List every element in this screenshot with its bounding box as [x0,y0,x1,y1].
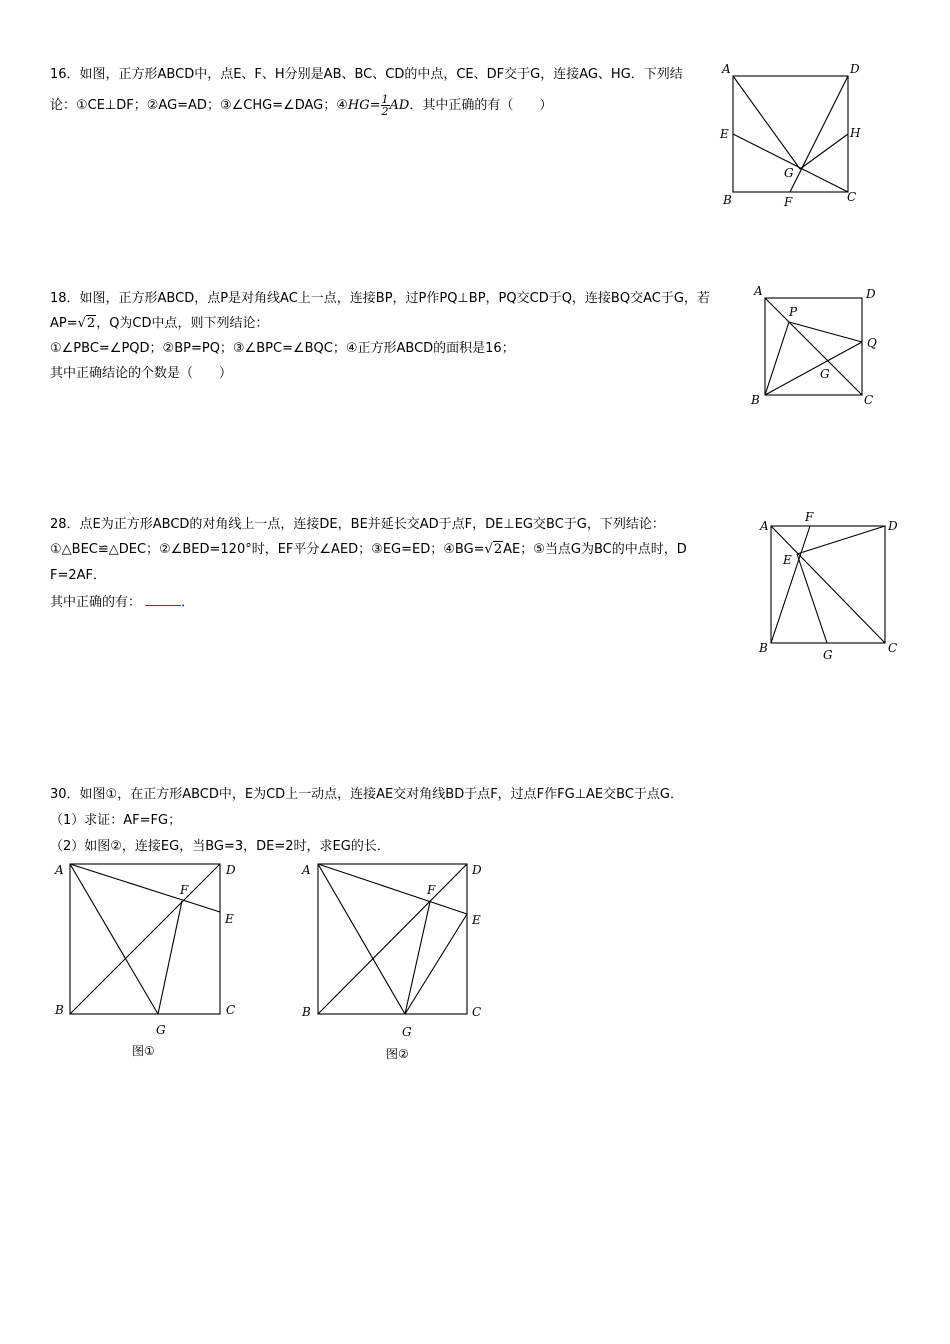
q28-sqrt-value: 2 [493,542,503,557]
q28-label-g: G [823,648,833,662]
q16-text-line2a: 论：①CE⊥DF；②AG=AD；③∠CHG=∠DAG；④ [50,98,348,113]
q16-label-a: A [722,62,731,76]
q16-label-e: E [720,127,729,141]
q30-text-line1: 30．如图①，在正方形ABCD中，E为CD上一动点，连接AE交对角线BD于点F，过点F作FG⊥AE交BC于点G． [50,787,683,802]
q30-fig1-label-f: F [180,883,189,897]
q30-fig2-label-e: E [472,913,481,927]
q28-label-b: B [759,641,768,655]
q18-text-line1: 18．如图，正方形ABCD，点P是对角线AC上一点，连接BP，过P作PQ⊥BP，PQ交CD于Q，连接BQ交AC于G，若 [50,291,710,306]
q16-label-h: H [850,126,861,140]
q28-text-line3: F=2AF． [50,568,107,583]
q16-label-c: C [847,190,857,204]
q18-text-line4: 其中正确结论的个数是（ ） [50,366,233,381]
q28-text-line2b: AE；⑤当点G为BC的中点时，D [503,542,687,557]
q16-text-line2b: ．其中正确的有（ ） [409,98,553,113]
q18-label-c: C [864,393,874,407]
q16-frac-num: 1 [381,93,389,106]
q18-label-d: D [866,287,876,301]
q30-fig2-label-b: B [302,1005,311,1019]
q18-label-g: G [820,367,830,381]
q30-text-line2: （1）求证：AF=FG； [50,813,182,828]
q30-text-line3: （2）如图②，连接EG，当BG=3，DE=2时，求EG的长． [50,839,390,854]
q16-label-f: F [784,195,793,209]
q30-fig1-label-d: D [226,863,236,877]
q28-label-e: E [783,553,792,567]
q28-sqrt: √2 [484,542,503,557]
q30-fig2-line-ae [318,864,467,914]
q28-label-f: F [805,510,814,524]
q28-label-c: C [888,641,898,655]
q28-label-d: D [888,519,898,533]
q30-fig1-label-e: E [225,912,234,926]
q30-fig2-label-g: G [402,1025,412,1039]
q30-fig2-line-fg [405,902,430,1014]
q30-fig2-label-c: C [472,1005,482,1019]
q16-label-g: G [784,166,794,180]
q16-label-d: D [850,62,860,76]
q28-text-line1: 28．点E为正方形ABCD的对角线上一点，连接DE，BE并延长交AD于点F，DE⊥EG交BC于G，下列结论： [50,517,665,532]
q28-text-line4-end: ． [181,595,195,610]
q30-fig2-label-d: D [472,863,482,877]
q30-fig1-label-g: G [156,1023,166,1037]
q18-text-line2a: AP= [50,316,78,331]
q30-fig1-label-a: A [55,863,64,877]
q30-fig1-caption: 图① [132,1044,155,1058]
q30-fig2-line-eg [405,914,467,1014]
q18-text-line2b: ，Q为CD中点，则下列结论： [96,316,269,331]
q16-frac-den: 2 [381,105,389,118]
q18-text-line3: ①∠PBC=∠PQD；②BP=PQ；③∠BPC=∠BQC；④正方形ABCD的面积是16； [50,341,515,356]
q30-fig1-label-b: B [55,1003,64,1017]
q30-fig1-label-c: C [226,1003,236,1017]
q28-text-line4-label: 其中正确的有： [50,595,142,610]
q18-sqrt: √2 [77,316,96,331]
q16-label-b: B [723,193,732,207]
q30-fig2-label-f: F [427,883,436,897]
q18-sqrt-value: 2 [86,316,96,331]
q16-hg-expr: HG= [347,98,381,113]
q18-label-b: B [751,393,760,407]
q30-fig2-caption: 图② [386,1047,409,1061]
q16-text-line1: 16．如图，正方形ABCD中，点E、F、H分别是AB、BC、CD的中点，CE、DF交于G，连接AG、HG．下列结 [50,67,683,82]
q28-text-line2a: ①△BEC≌△DEC；②∠BED=120°时，EF平分∠AED；③EG=ED；④BG= [50,542,485,557]
q16-ad: AD [389,98,410,113]
q30-fig2-label-a: A [302,863,311,877]
q18-label-q: Q [867,336,877,350]
q28-label-a: A [760,519,769,533]
q18-label-a: A [754,284,763,298]
q18-label-p: P [789,305,798,319]
